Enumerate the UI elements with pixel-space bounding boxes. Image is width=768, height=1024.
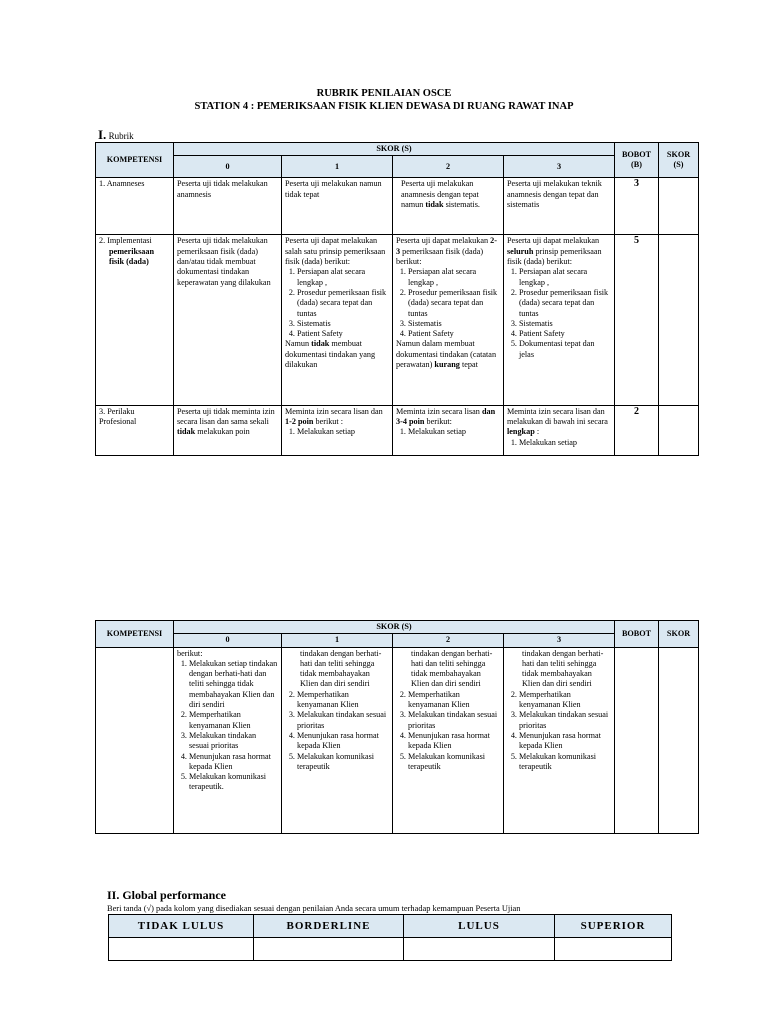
score-3-cell: tindakan dengan berhati-hati dan teliti sehingga tidak membahayakan Klien dan diri sendiri 2. Memperhatikan kenyamanan Klien 3. Melakukan tindakan sesuai prioritas 4. Menunjukan rasa hormat kepada Klien 5. Melakukan komunikasi terapeutik: [504, 647, 615, 833]
option-lulus-label: LULUS: [404, 915, 555, 938]
list-item: 5. Melakukan komunikasi terapeutik: [297, 752, 389, 773]
score-0-cell: Peserta uji tidak melakukan pemeriksaan fisik (dada) dan/atau tidak membuat dokumentasi tindakan keperawatan yang dilakukan: [174, 235, 282, 405]
score-2-cell: Meminta izin secara lisan dan 3-4 poin berikut: 1. Melakukan setiap: [393, 405, 504, 455]
list-item: 2. Memperhatikan kenyamanan Klien: [408, 690, 500, 711]
checkbox-borderline[interactable]: [254, 938, 404, 961]
list-item: 4. Menunjukan rasa hormat kepada Klien: [189, 752, 278, 773]
skor-empty-cell: [659, 647, 699, 833]
option-superior-label: SUPERIOR: [555, 915, 672, 938]
list-item: 1. Melakukan setiap: [297, 427, 389, 437]
score-2-cell: tindakan dengan berhati-hati dan teliti sehingga tidak membahayakan Klien dan diri sendiri 2. Memperhatikan kenyamanan Klien 3. Melakukan tindakan sesuai prioritas 4. Menunjukan rasa hormat kepada Klien 5. Melakukan komunikasi terapeutik: [393, 647, 504, 833]
skor-empty-cell: [659, 405, 699, 455]
score-1-cell: Meminta izin secara lisan dan 1-2 poin berikut : 1. Melakukan setiap: [282, 405, 393, 455]
list-item: 4. Patient Safety: [519, 329, 611, 339]
table-row: [96, 178, 699, 235]
section-label: Rubrik: [108, 131, 134, 141]
header-kompetensi: KOMPETENSI: [96, 621, 174, 648]
list-item: 3. Melakukan tindakan sesuai prioritas: [408, 710, 500, 731]
header-skor-right: SKOR: [659, 621, 699, 648]
header-bobot: BOBOT: [615, 621, 659, 648]
score-1-cell: tindakan dengan berhati-hati dan teliti sehingga tidak membahayakan Klien dan diri sendiri 2. Memperhatikan kenyamanan Klien 3. Melakukan tindakan sesuai prioritas 4. Menunjukan rasa hormat kepada Klien 5. Melakukan komunikasi terapeutik: [282, 647, 393, 833]
rubric-table: [95, 142, 699, 456]
list-item: 4. Menunjukan rasa hormat kepada Klien: [408, 731, 500, 752]
rubric-table-continued: [95, 620, 699, 834]
skor-empty-cell: [659, 178, 699, 235]
global-performance-heading: II. Global performance: [107, 888, 226, 902]
score-0-cell: Peserta uji tidak melakukan anamnesis: [174, 178, 282, 235]
section-number: I.: [98, 127, 107, 142]
level-2: 2: [393, 634, 504, 647]
list-item: 1. Melakukan setiap: [519, 438, 611, 448]
page-subtitle: STATION 4 : PEMERIKSAAN FISIK KLIEN DEWASA DI RUANG RAWAT INAP: [194, 101, 574, 112]
kompetensi-cell: 3. Perilaku Profesional: [96, 405, 174, 455]
score-0-cell: Peserta uji tidak meminta izin secara lisan dan sama sekali tidak melakukan poin: [174, 405, 282, 455]
list-item: 2. Prosedur pemeriksaan fisik (dada) secara tepat dan tuntas: [408, 288, 500, 319]
list-item: 5. Melakukan komunikasi terapeutik.: [189, 772, 278, 793]
list-item: 2. Memperhatikan kenyamanan Klien: [519, 690, 611, 711]
global-performance-instruction: Beri tanda (√) pada kolom yang disediakan sesuai dengan penilaian Anda secara umum terhadap kemampuan Peserta Ujian: [107, 904, 521, 913]
list-item: 2. Memperhatikan kenyamanan Klien: [297, 690, 389, 711]
score-0-cell: berikut: 1. Melakukan setiap tindakan dengan berhati-hati dan teliti sehingga tidak membahayakan Klien dan diri sendiri 2. Memperhatikan kenyamanan Klien 3. Melakukan tindakan sesuai prioritas 4. Menunjukan rasa hormat kepada Klien 5. Melakukan komunikasi terapeutik.: [174, 647, 282, 833]
list-item: 3. Sistematis: [408, 319, 500, 329]
score-3-cell: Meminta izin secara lisan dan melakukan di bawah ini secara lengkap : 1. Melakukan setiap: [504, 405, 615, 455]
level-3: 3: [504, 156, 615, 178]
page-title: RUBRIK PENILAIAN OSCE: [316, 88, 452, 99]
bobot-empty-cell: [615, 647, 659, 833]
list-item: 3. Melakukan tindakan sesuai prioritas: [297, 710, 389, 731]
kompetensi-cell: [96, 647, 174, 833]
list-item: 1. Melakukan setiap: [408, 427, 500, 437]
level-0: 0: [174, 156, 282, 178]
kompetensi-cell: 1. Anamneses: [96, 178, 174, 235]
header-kompetensi: KOMPETENSI: [96, 143, 174, 178]
global-performance-table: [108, 914, 672, 961]
score-1-cell: Peserta uji dapat melakukan salah satu prinsip pemeriksaan fisik (dada) berikut: 1. Persiapan alat secara lengkap , 2. Prosedur pemeriksaan fisik (dada) secara tepat dan tuntas 3. Sistematis 4. Patient Safety Namun tidak membuat dokumentasi tindakan yang dilakukan: [282, 235, 393, 405]
list-item: 3. Melakukan tindakan sesuai prioritas: [189, 731, 278, 752]
bobot-value: 5: [615, 235, 659, 405]
list-item: 3. Melakukan tindakan sesuai prioritas: [519, 710, 611, 731]
score-3-cell: Peserta uji dapat melakukan seluruh prinsip pemeriksaan fisik (dada) berikut: 1. Persiapan alat secara lengkap , 2. Prosedur pemeriksaan fisik (dada) secara tepat dan tuntas 3. Sistematis 4. Patient Safety 5. Dokumentasi tepat dan jelas: [504, 235, 615, 405]
checkbox-superior[interactable]: [555, 938, 672, 961]
list-item: 2. Memperhatikan kenyamanan Klien: [189, 710, 278, 731]
score-2-cell: Peserta uji melakukan anamnesis dengan tepat namun tidak sistematis.: [393, 178, 504, 235]
list-item: 5. Melakukan komunikasi terapeutik: [519, 752, 611, 773]
score-2-cell: Peserta uji dapat melakukan 2-3 pemeriksaan fisik (dada) berikut: 1. Persiapan alat secara lengkap , 2. Prosedur pemeriksaan fisik (dada) secara tepat dan tuntas 3. Sistematis 4. Patient Safety Namun dalam membuat dokumentasi tindakan (catatan perawatan) kurang tepat: [393, 235, 504, 405]
header-bobot: BOBOT (B): [615, 143, 659, 178]
option-tidak-lulus-label: TIDAK LULUS: [109, 915, 254, 938]
list-item: 1. Persiapan alat secara lengkap ,: [297, 267, 389, 288]
list-item: 3. Sistematis: [519, 319, 611, 329]
list-item: 5. Melakukan komunikasi terapeutik: [408, 752, 500, 773]
checkbox-lulus[interactable]: [404, 938, 555, 961]
header-skor: SKOR (S): [174, 143, 615, 156]
list-item: 2. Prosedur pemeriksaan fisik (dada) secara tepat dan tuntas: [297, 288, 389, 319]
level-0: 0: [174, 634, 282, 647]
checkbox-tidak-lulus[interactable]: [109, 938, 254, 961]
option-borderline-label: BORDERLINE: [254, 915, 404, 938]
header-skor-right: SKOR (S): [659, 143, 699, 178]
section-rubrik-heading: [98, 127, 134, 143]
list-item: 4. Menunjukan rasa hormat kepada Klien: [519, 731, 611, 752]
list-item: 1. Melakukan setiap tindakan dengan berhati-hati dan teliti sehingga tidak membahayakan Klien dan diri sendiri: [189, 659, 278, 710]
level-2: 2: [393, 156, 504, 178]
table-row: [96, 647, 699, 833]
skor-empty-cell: [659, 235, 699, 405]
list-item: 4. Menunjukan rasa hormat kepada Klien: [297, 731, 389, 752]
table-row: [96, 235, 699, 405]
level-3: 3: [504, 634, 615, 647]
list-item: 1. Persiapan alat secara lengkap ,: [408, 267, 500, 288]
kompetensi-cell: 2. Implementasi pemeriksaan fisik (dada): [96, 235, 174, 405]
level-1: 1: [282, 634, 393, 647]
header-skor: SKOR (S): [174, 621, 615, 634]
score-3-cell: Peserta uji melakukan teknik anamnesis dengan tepat dan sistematis: [504, 178, 615, 235]
list-item: 4. Patient Safety: [408, 329, 500, 339]
table-row: [96, 405, 699, 455]
level-1: 1: [282, 156, 393, 178]
list-item: 3. Sistematis: [297, 319, 389, 329]
list-item: 5. Dokumentasi tepat dan jelas: [519, 339, 611, 360]
list-item: 2. Prosedur pemeriksaan fisik (dada) secara tepat dan tuntas: [519, 288, 611, 319]
score-1-cell: Peserta uji melakukan namun tidak tepat: [282, 178, 393, 235]
list-item: 1. Persiapan alat secara lengkap ,: [519, 267, 611, 288]
bobot-value: 2: [615, 405, 659, 455]
bobot-value: 3: [615, 178, 659, 235]
list-item: 4. Patient Safety: [297, 329, 389, 339]
